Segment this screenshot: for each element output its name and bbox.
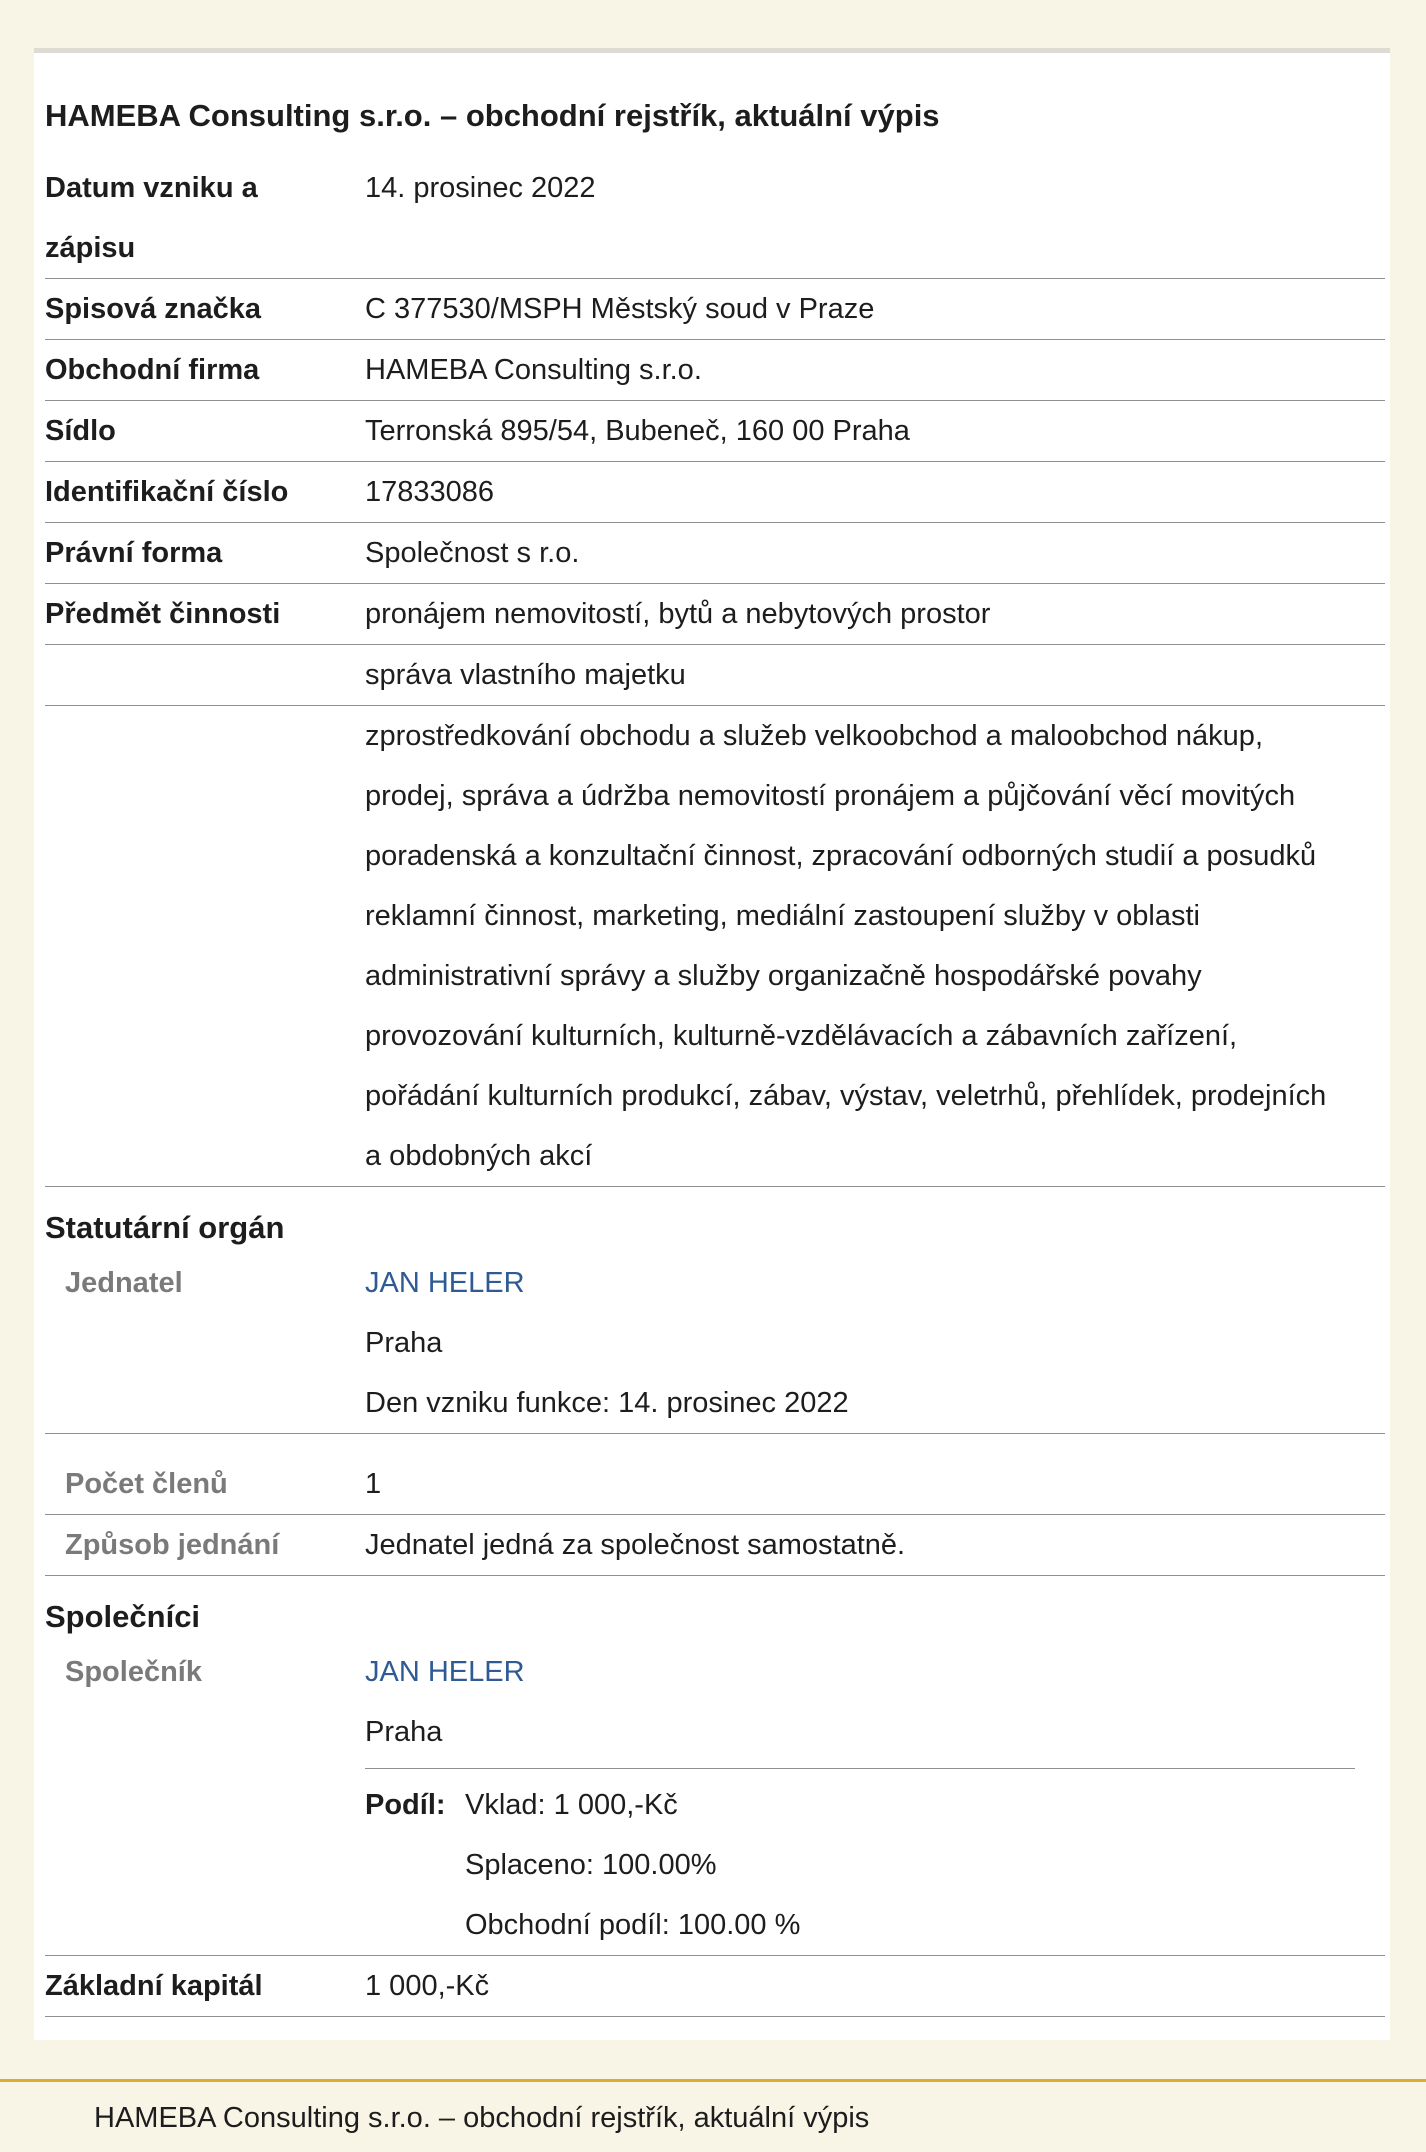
value-predmet-item-2: správa vlastního majetku	[365, 659, 686, 691]
value-pravni-forma: Společnost s r.o.	[365, 537, 580, 569]
label-datum-vzniku: Datum vzniku a zápisu	[45, 172, 258, 264]
label-obchodni-firma: Obchodní firma	[45, 354, 260, 386]
spolecnik-name-link[interactable]: JAN HELER	[365, 1656, 525, 1688]
section-heading-spolecnici: Společníci	[45, 1599, 201, 1634]
spolecnik-city: Praha	[365, 1716, 443, 1748]
predmet-line: zprostředkování obchodu a služeb velkoobchod a maloobchod nákup,	[365, 720, 1263, 752]
value-jednatel	[365, 1253, 1385, 1433]
label-jednatel: Jednatel	[65, 1267, 183, 1299]
podil-splaceno: Splaceno: 100.00%	[465, 1849, 717, 1881]
value-spisova-znacka: C 377530/MSPH Městský soud v Praze	[365, 293, 875, 325]
row-jednatel	[45, 1249, 1385, 1434]
podil-label: Podíl:	[365, 1789, 446, 1821]
podil-vklad: Vklad: 1 000,-Kč	[465, 1789, 678, 1821]
footer-divider	[0, 2079, 1426, 2082]
predmet-line: provozování kulturních, kulturně-vzdělávacích a zábavních zařízení,	[365, 1020, 1238, 1052]
row-pravni-forma	[45, 523, 1385, 584]
label-empty	[45, 706, 365, 1186]
value-identifikacni-cislo: 17833086	[365, 476, 495, 508]
predmet-line: reklamní činnost, marketing, mediální zastoupení služby v oblasti	[365, 900, 1200, 932]
label-zakladni-kapital: Základní kapitál	[45, 1970, 263, 2002]
predmet-line: poradenská a konzultační činnost, zpracování odborných studií a posudků	[365, 840, 1317, 872]
label-empty	[45, 645, 365, 705]
row-spisova-znacka	[45, 279, 1385, 340]
label-spolecnik: Společník	[65, 1656, 202, 1688]
label-predmet-cinnosti: Předmět činnosti	[45, 598, 281, 630]
row-datum-vzniku	[45, 158, 1385, 279]
value-obchodni-firma: HAMEBA Consulting s.r.o.	[365, 354, 702, 386]
podil-values	[465, 1775, 800, 1955]
label-pravni-forma: Právní forma	[45, 537, 223, 569]
row-predmet-cinnosti-2	[45, 645, 1385, 706]
podil-obchodni-podil: Obchodní podíl: 100.00 %	[465, 1909, 801, 1941]
predmet-line: prodej, správa a údržba nemovitostí pronájem a půjčování věcí movitých	[365, 780, 1296, 812]
label-pocet-clenu: Počet členů	[65, 1468, 228, 1500]
predmet-line: a obdobných akcí	[365, 1140, 593, 1172]
jednatel-name-link[interactable]: JAN HELER	[365, 1267, 525, 1299]
value-zpusob-jednani: Jednatel jedná za společnost samostatně.	[365, 1529, 906, 1561]
row-sidlo	[45, 401, 1385, 462]
label-spisova-znacka: Spisová značka	[45, 293, 261, 325]
value-zakladni-kapital: 1 000,-Kč	[365, 1970, 490, 2002]
spolecnici-heading-row	[45, 1576, 1385, 1638]
value-predmet-item-3	[365, 706, 1385, 1186]
section-heading-statutarni: Statutární orgán	[45, 1210, 285, 1245]
row-zpusob-jednani	[45, 1515, 1385, 1576]
value-pocet-clenu: 1	[365, 1468, 382, 1500]
label-identifikacni-cislo: Identifikační číslo	[45, 476, 289, 508]
value-datum-vzniku: 14. prosinec 2022	[365, 172, 596, 204]
row-pocet-clenu	[45, 1434, 1385, 1515]
value-spolecnik	[365, 1642, 1385, 1955]
jednatel-since: Den vzniku funkce: 14. prosinec 2022	[365, 1387, 849, 1419]
page-title: HAMEBA Consulting s.r.o. – obchodní rejstřík, aktuální výpis	[45, 98, 940, 133]
predmet-line: pořádání kulturních produkcí, zábav, výstav, veletrhů, přehlídek, prodejních	[365, 1080, 1327, 1112]
value-sidlo: Terronská 895/54, Bubeneč, 160 00 Praha	[365, 415, 910, 447]
jednatel-city: Praha	[365, 1327, 443, 1359]
statutarni-heading-row	[45, 1187, 1385, 1249]
row-predmet-cinnosti-1	[45, 584, 1385, 645]
podil-table	[365, 1768, 1355, 1955]
row-identifikacni-cislo	[45, 462, 1385, 523]
register-content	[45, 96, 1385, 2017]
row-predmet-cinnosti-3	[45, 706, 1385, 1187]
label-sidlo: Sídlo	[45, 415, 116, 447]
value-predmet-item-1: pronájem nemovitostí, bytů a nebytových prostor	[365, 598, 991, 630]
row-spolecnik	[45, 1638, 1385, 1956]
register-card	[34, 48, 1390, 2040]
row-zakladni-kapital	[45, 1956, 1385, 2017]
footer-text: HAMEBA Consulting s.r.o. – obchodní rejstřík, aktuální výpis	[94, 2102, 870, 2134]
row-obchodni-firma	[45, 340, 1385, 401]
predmet-line: administrativní správy a služby organizačně hospodářské povahy	[365, 960, 1202, 992]
label-zpusob-jednani: Způsob jednání	[65, 1529, 280, 1561]
